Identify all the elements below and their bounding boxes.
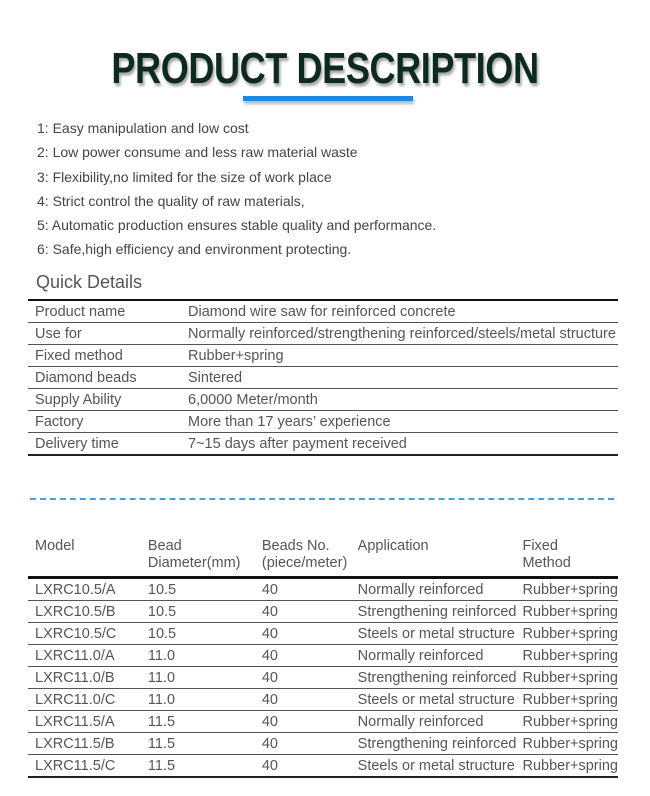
- detail-value: Diamond wire saw for reinforced concrete: [181, 300, 618, 323]
- table-cell: Strengthening reinforced: [358, 733, 523, 755]
- table-cell: LXRC10.5/C: [28, 623, 141, 645]
- table-row: [28, 601, 618, 623]
- table-row: [28, 689, 618, 711]
- table-cell: Normally reinforced: [358, 711, 523, 733]
- table-cell: LXRC11.0/A: [28, 645, 141, 667]
- column-header-line: [35, 555, 141, 572]
- table-cell: 40: [255, 667, 358, 689]
- table-cell: Steels or metal structure: [358, 689, 523, 711]
- table-cell: 40: [255, 601, 358, 623]
- detail-label: Supply Ability: [28, 389, 181, 411]
- table-row: [28, 367, 618, 389]
- table-cell: LXRC11.0/B: [28, 667, 141, 689]
- table-cell: Rubber+spring: [522, 623, 618, 645]
- column-header-line: Beads No.: [261, 538, 330, 554]
- table-row: [28, 411, 618, 433]
- table-cell: 40: [255, 711, 358, 733]
- title-underline: [243, 96, 413, 101]
- column-header: [255, 538, 358, 578]
- column-header: [522, 538, 618, 578]
- table-row: [28, 345, 618, 367]
- column-header-line: Method: [522, 555, 571, 571]
- table-cell: 10.5: [141, 578, 255, 601]
- table-cell: 40: [255, 645, 358, 667]
- feature-item: 6: Safe,high efficiency and environment protecting.: [37, 241, 352, 258]
- table-row: [28, 733, 618, 755]
- table-cell: 40: [255, 623, 358, 645]
- column-header-line: Model: [35, 538, 75, 554]
- detail-value: More than 17 years’ experience: [181, 411, 618, 433]
- table-row: [28, 433, 618, 456]
- column-header-line: Application: [357, 538, 429, 554]
- table-cell: 11.0: [141, 667, 255, 689]
- table-cell: LXRC10.5/A: [28, 578, 141, 601]
- column-header-line: Bead: [147, 538, 182, 554]
- table-cell: 11.0: [141, 689, 255, 711]
- table-cell: Normally reinforced: [358, 645, 523, 667]
- feature-item: 1: Easy manipulation and low cost: [37, 120, 249, 136]
- table-cell: Strengthening reinforced: [358, 667, 523, 689]
- table-row: [28, 711, 618, 733]
- column-header: [358, 538, 523, 578]
- table-cell: 10.5: [141, 623, 255, 645]
- column-header-line: (piece/meter): [261, 555, 348, 571]
- quick-details-heading: Quick Details: [36, 272, 143, 292]
- table-cell: LXRC11.5/A: [28, 711, 141, 733]
- table-cell: Strengthening reinforced: [358, 601, 523, 623]
- table-cell: Normally reinforced: [358, 578, 523, 601]
- detail-value: Sintered: [181, 367, 618, 389]
- table-cell: 40: [255, 578, 358, 601]
- table-cell: Steels or metal structure: [358, 623, 523, 645]
- table-cell: LXRC11.5/C: [28, 755, 141, 778]
- detail-value: Rubber+spring: [181, 345, 618, 367]
- column-header-line: Diameter(mm): [147, 555, 241, 571]
- detail-value: 6,0000 Meter/month: [181, 389, 618, 411]
- table-cell: Rubber+spring: [522, 733, 618, 755]
- table-cell: 11.5: [141, 733, 255, 755]
- column-header: [141, 538, 255, 578]
- table-cell: Rubber+spring: [522, 601, 618, 623]
- table-cell: Steels or metal structure: [358, 755, 523, 778]
- table-cell: Rubber+spring: [522, 755, 618, 778]
- feature-item: 3: Flexibility,no limited for the size of work place: [37, 168, 332, 185]
- detail-value: Normally reinforced/strengthening reinforced/steels/metal structure: [181, 323, 618, 345]
- feature-list: [37, 119, 436, 265]
- table-cell: Rubber+spring: [522, 578, 618, 601]
- table-cell: 11.0: [141, 645, 255, 667]
- table-cell: 40: [255, 689, 358, 711]
- feature-item: 2: Low power consume and less raw material waste: [37, 144, 358, 161]
- table-cell: 40: [255, 733, 358, 755]
- models-table: [28, 538, 618, 778]
- table-cell: Rubber+spring: [522, 689, 618, 711]
- table-row: [28, 667, 618, 689]
- column-header-line: Fixed: [522, 538, 558, 554]
- table-cell: 11.5: [141, 755, 255, 778]
- table-cell: 10.5: [141, 601, 255, 623]
- detail-label: Factory: [28, 411, 181, 433]
- feature-item: 5: Automatic production ensures stable quality and performance.: [37, 217, 437, 234]
- quick-details-table: [28, 299, 618, 456]
- feature-item: 4: Strict control the quality of raw materials,: [37, 192, 305, 209]
- table-row: [28, 389, 618, 411]
- page-title: PRODUCT DESCRIPTION: [111, 44, 539, 93]
- table-cell: LXRC10.5/B: [28, 601, 141, 623]
- detail-label: Delivery time: [28, 433, 181, 456]
- detail-label: Product name: [28, 300, 181, 323]
- detail-label: Diamond beads: [28, 367, 181, 389]
- table-row: [28, 645, 618, 667]
- table-row: [28, 578, 618, 601]
- table-row: [28, 623, 618, 645]
- table-row: [28, 300, 618, 323]
- column-header: [28, 538, 141, 578]
- table-row: [28, 323, 618, 345]
- table-cell: Rubber+spring: [522, 711, 618, 733]
- detail-label: Fixed method: [28, 345, 181, 367]
- table-cell: 11.5: [141, 711, 255, 733]
- table-cell: LXRC11.5/B: [28, 733, 141, 755]
- detail-label: Use for: [28, 323, 181, 345]
- table-cell: 40: [255, 755, 358, 778]
- column-header-line: [358, 555, 523, 572]
- table-cell: Rubber+spring: [522, 645, 618, 667]
- table-cell: Rubber+spring: [522, 667, 618, 689]
- dashed-divider: [30, 498, 614, 500]
- table-cell: LXRC11.0/C: [28, 689, 141, 711]
- detail-value: 7~15 days after payment received: [181, 433, 618, 456]
- table-row: [28, 755, 618, 778]
